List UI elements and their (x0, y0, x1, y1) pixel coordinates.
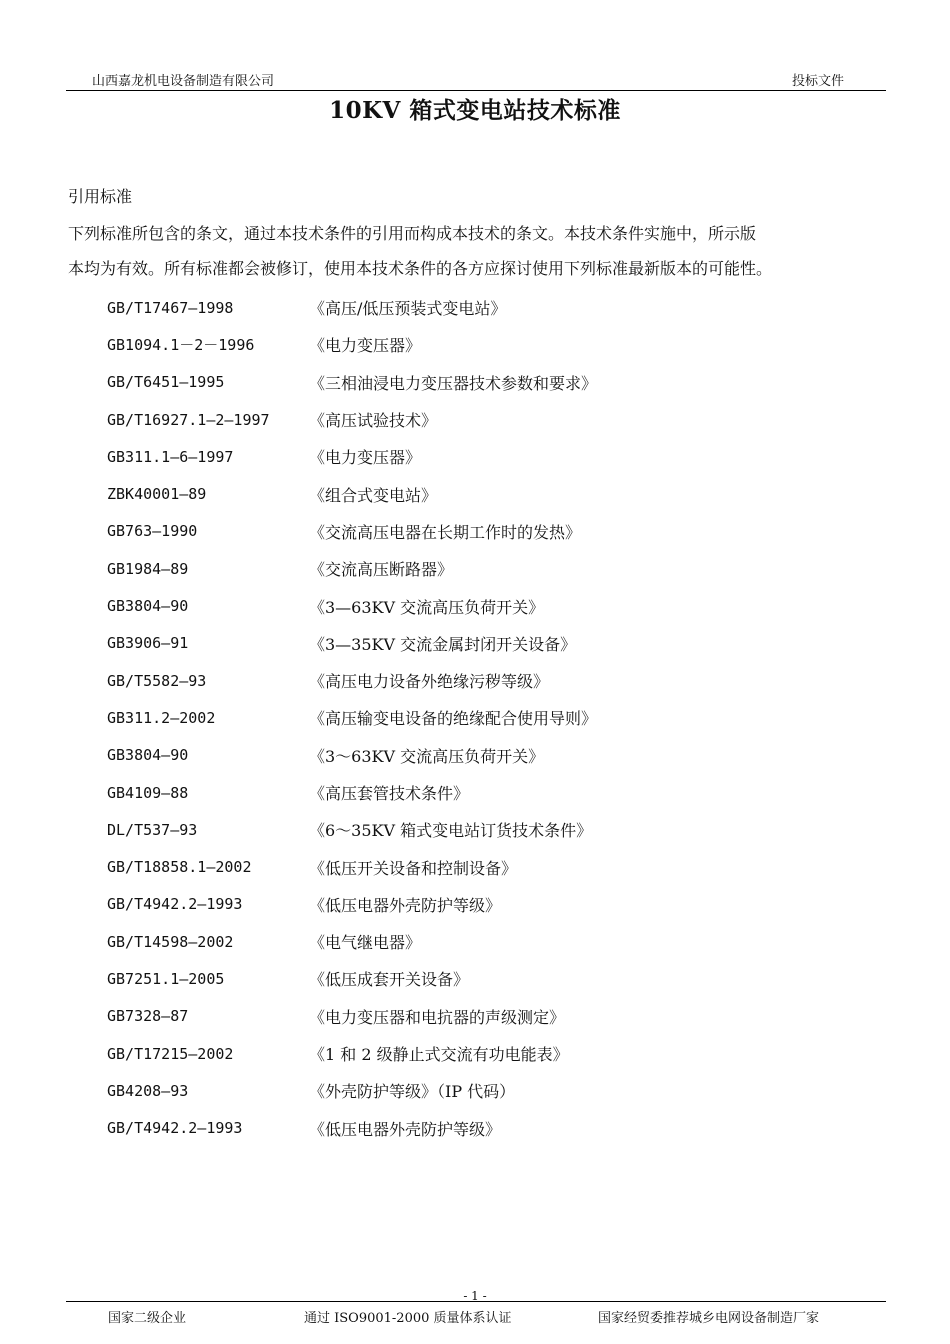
standard-code: GB1984—89 (107, 559, 189, 578)
standard-code: GB3804—90 (107, 746, 189, 765)
standard-row (107, 401, 867, 438)
standard-name: 《高压电力设备外绝缘污秽等级》 (309, 672, 550, 692)
standard-name: 《电气继电器》 (309, 933, 422, 953)
standard-row (107, 960, 867, 997)
standard-name: 《交流高压电器在长期工作时的发热》 (309, 522, 582, 542)
standard-row (107, 513, 867, 550)
standard-code: GB/T14598—2002 (107, 932, 234, 951)
footer-left-text: 国家二级企业 (108, 1311, 187, 1326)
intro-line: 本均为有效。所有标准都会被修订，使用本技术条件的各方应探讨使用下列标准最新版本的可能性。 (68, 259, 773, 278)
standard-name: 《电力变压器和电抗器的声级测定》 (309, 1007, 566, 1027)
standard-name: 《高压输变电设备的绝缘配合使用导则》 (309, 709, 598, 729)
standard-row (107, 662, 867, 699)
standard-code: GB311.1—6—1997 (107, 447, 234, 466)
standard-name: 《高压试验技术》 (309, 411, 438, 431)
standard-row (107, 811, 867, 848)
intro-line: 下列标准所包含的条文，通过本技术条件的引用而构成本技术的条文。本技术条件实施中，所示版 (68, 224, 757, 243)
standard-row (107, 886, 867, 923)
standard-row (107, 848, 867, 885)
standard-name: 《6～35KV 箱式变电站订货技术条件》 (309, 821, 593, 841)
standard-code: GB/T16927.1—2—1997 (107, 410, 270, 429)
standard-name: 《电力变压器》 (309, 448, 422, 468)
standards-list (107, 289, 867, 1147)
page-header (66, 64, 886, 91)
standard-code: GB7251.1—2005 (107, 969, 225, 988)
standard-name: 《组合式变电站》 (309, 485, 438, 505)
standard-code: GB/T17215—2002 (107, 1044, 234, 1063)
standard-name: 《低压电器外壳防护等级》 (309, 1119, 502, 1139)
standard-name: 《三相油浸电力变压器技术参数和要求》 (309, 373, 598, 393)
standard-row (107, 289, 867, 326)
standard-row (107, 774, 867, 811)
header-document-type: 投标文件 (791, 74, 844, 89)
standard-code: GB763—1990 (107, 522, 198, 541)
page-number: - 1 - (463, 1289, 487, 1303)
standard-row (107, 1035, 867, 1072)
standard-code: GB/T18858.1—2002 (107, 858, 252, 877)
standard-code: GB3906—91 (107, 634, 189, 653)
standard-code: GB/T17467—1998 (107, 298, 234, 317)
standard-code: GB/T6451—1995 (107, 373, 225, 392)
standard-code: GB1094.1－2－1996 (107, 336, 255, 355)
standard-code: GB/T4942.2—1993 (107, 1119, 243, 1138)
standard-code: DL/T537—93 (107, 820, 198, 839)
intro-paragraph (68, 216, 890, 286)
standard-code: GB7328—87 (107, 1007, 189, 1026)
standard-code: GB311.2—2002 (107, 708, 216, 727)
section-heading: 引用标准 (68, 187, 133, 206)
standard-row (107, 1072, 867, 1109)
standard-row (107, 923, 867, 960)
standard-name: 《3—63KV 交流高压负荷开关》 (309, 597, 545, 617)
standard-row (107, 587, 867, 624)
standard-name: 《交流高压断路器》 (309, 560, 454, 580)
standard-row (107, 438, 867, 475)
standard-row (107, 998, 867, 1035)
standard-row (107, 737, 867, 774)
footer-center-text: 通过 ISO9001-2000 质量体系认证 (304, 1311, 512, 1326)
standard-row (107, 364, 867, 401)
standard-name: 《外壳防护等级》（IP 代码） (309, 1082, 516, 1102)
document-title: 10KV 箱式变电站技术标准 (329, 97, 621, 124)
standard-name: 《低压电器外壳防护等级》 (309, 895, 502, 915)
standard-row (107, 1110, 867, 1147)
standard-row (107, 475, 867, 512)
header-company-name: 山西嘉龙机电设备制造有限公司 (92, 74, 275, 89)
standard-name: 《低压成套开关设备》 (309, 970, 470, 990)
standard-row (107, 550, 867, 587)
standard-name: 《高压套管技术条件》 (309, 784, 470, 803)
standard-name: 《低压开关设备和控制设备》 (309, 858, 518, 878)
page-footer (66, 1301, 886, 1332)
standard-code: GB4109—88 (107, 783, 189, 802)
standard-name: 《电力变压器》 (309, 336, 422, 356)
standard-name: 《高压/低压预装式变电站》 (309, 299, 507, 319)
standard-name: 《1 和 2 级静止式交流有功电能表》 (309, 1045, 569, 1065)
standard-row (107, 625, 867, 662)
footer-right-text: 国家经贸委推荐城乡电网设备制造厂家 (598, 1311, 820, 1326)
standard-code: GB/T5582—93 (107, 671, 207, 690)
standard-row (107, 699, 867, 736)
standard-code: ZBK40001—89 (107, 485, 207, 504)
standard-name: 《3—35KV 交流金属封闭开关设备》 (309, 634, 577, 654)
standard-code: GB3804—90 (107, 597, 189, 616)
standard-code: GB4208—93 (107, 1081, 189, 1100)
standard-name: 《3～63KV 交流高压负荷开关》 (309, 746, 545, 766)
standard-code: GB/T4942.2—1993 (107, 895, 243, 914)
standard-row (107, 326, 867, 363)
